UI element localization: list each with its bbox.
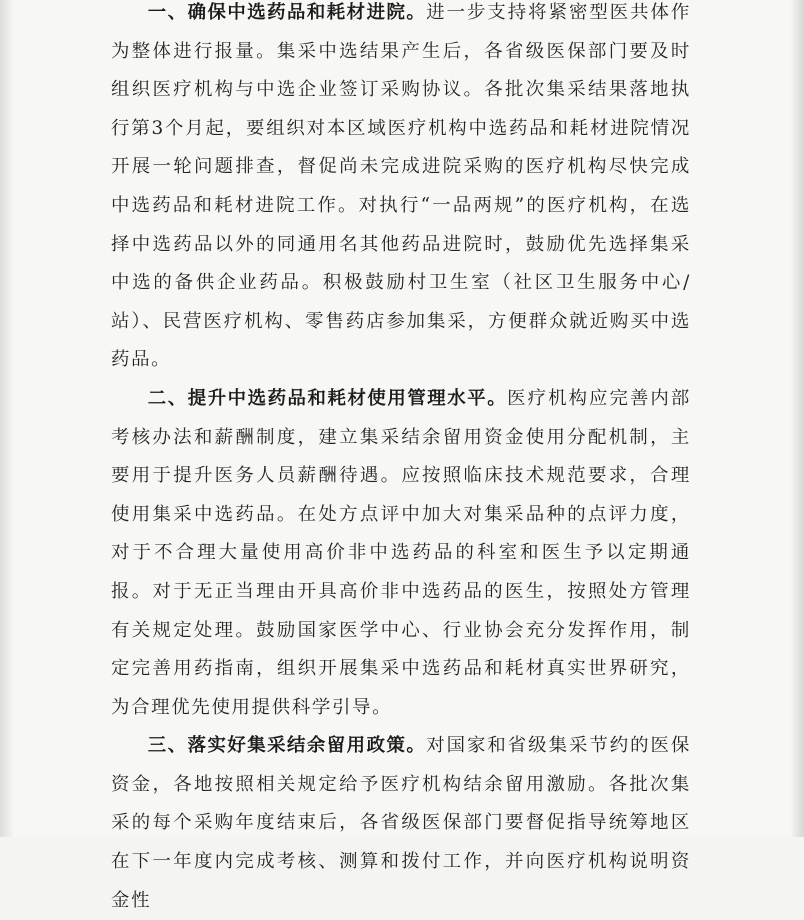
section-3-heading: 三、落实好集采结余留用政策。 [147, 735, 427, 757]
left-page-edge [0, 0, 14, 837]
section-2-heading: 二、提升中选药品和耗材使用管理水平。 [147, 387, 508, 409]
section-2-body: 医疗机构应完善内部考核办法和薪酬制度，建立集采结余留用资金使用分配机制，主要用于提升医务人员薪酬待遇。应按照临床技术规范要求，合理使用集采中选药品。在处方点评中加大对集采品种的点评力度，对于不合理大量使用高价非中选药品的科室和医生予以定期通报。对于无正当理由开具高价非中选药品的医生，按照处方管理有关规定处理。鼓励国家医学中心、行业协会充分发挥作用，制定完善用药指南，组织开展集采中选药品和耗材真实世界研究，为合理优先使用提供科学引导。 [111, 387, 691, 718]
section-1-paragraph [111, 0, 691, 380]
section-2-paragraph [111, 380, 691, 727]
section-3-body: 对国家和省级集采节约的医保资金，各地按照相关规定给予医疗机构结余留用激励。各批次集采的每个采购年度结束后，各省级医保部门要督促指导统筹地区在下一年度内完成考核、测算和拨付工作，并向医疗机构说明资金性 [111, 735, 691, 911]
section-3-paragraph [111, 727, 691, 920]
right-page-edge [790, 0, 804, 837]
section-1-heading: 一、确保中选药品和耗材进院。 [147, 2, 427, 23]
section-1-body: 进一步支持将紧密型医共体作为整体进行报量。集采中选结果产生后，各省级医保部门要及时组织医疗机构与中选企业签订采购协议。各批次集采结果落地执行第3个月起，要组织对本区域医疗机构中选药品和耗材进院情况开展一轮问题排查，督促尚未完成进院采购的医疗机构尽快完成中选药品和耗材进院工作。对执行“一品两规”的医疗机构，在选择中选药品以外的同通用名其他药品进院时，鼓励优先选择集采中选的备供企业药品。积极鼓励村卫生室（社区卫生服务中心/站）、民营医疗机构、零售药店参加集采，方便群众就近购买中选药品。 [111, 2, 691, 371]
document-body [111, 0, 691, 920]
